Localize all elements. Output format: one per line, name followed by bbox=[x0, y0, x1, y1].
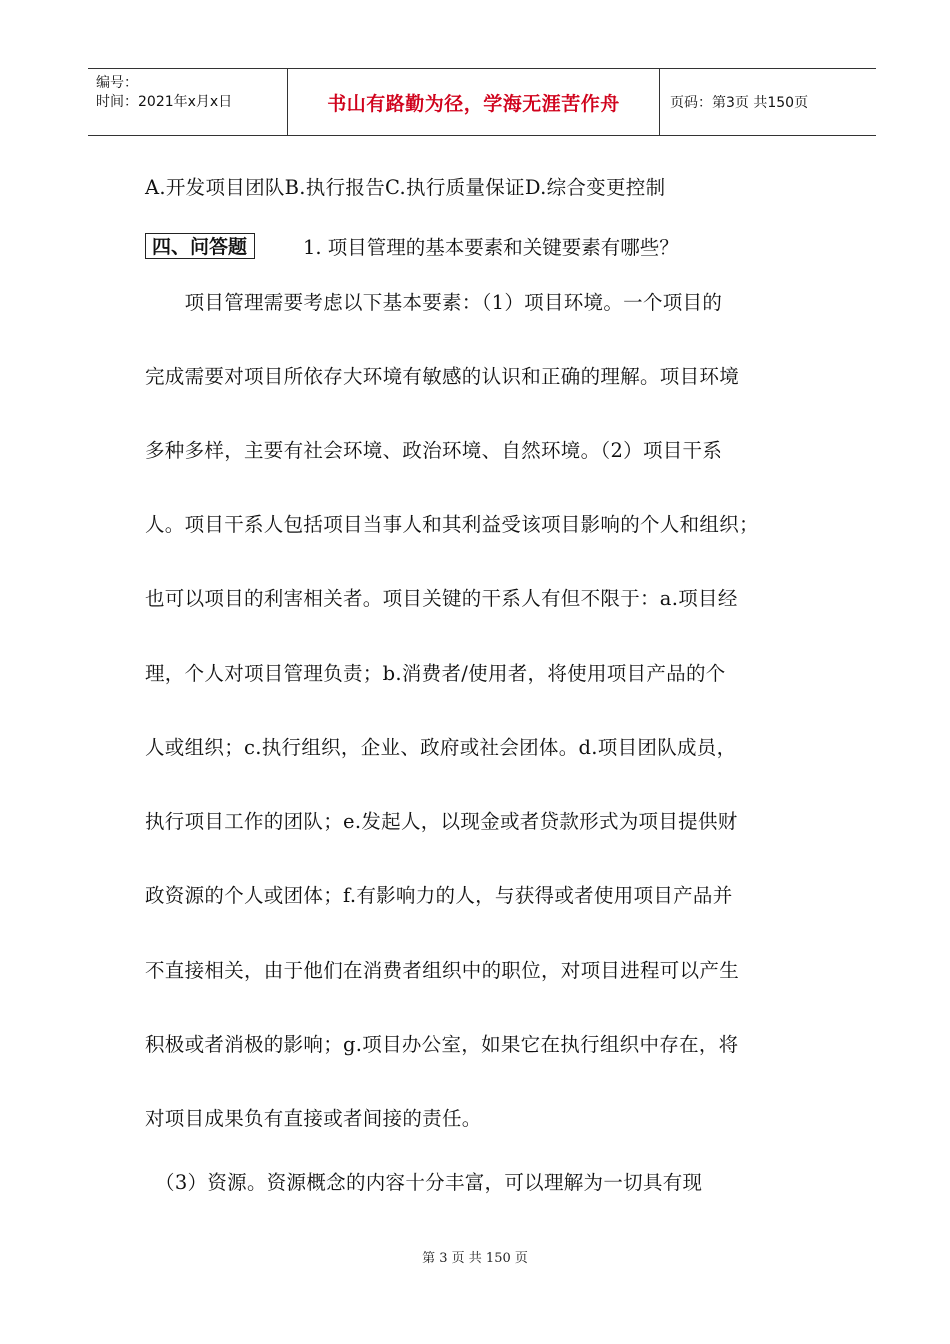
body-line: 也可以项目的利害相关者。项目关键的干系人有但不限于：a.项目经 bbox=[145, 587, 738, 610]
section-heading bbox=[145, 232, 679, 260]
section-question: 1. 项目管理的基本要素和关键要素有哪些？ bbox=[303, 236, 679, 259]
doc-time: 时间：2021年x月x日 bbox=[96, 94, 233, 110]
header-page-number: 页码：第3页 共150页 bbox=[670, 95, 809, 111]
options-line: A.开发项目团队B.执行报告C.执行质量保证D.综合变更控制 bbox=[145, 176, 666, 199]
body-line: 项目管理需要考虑以下基本要素：（1）项目环境。一个项目的 bbox=[145, 291, 723, 314]
doc-number: 编号： bbox=[96, 75, 138, 91]
body-line: 理，个人对项目管理负责；b.消费者/使用者，将使用项目产品的个 bbox=[145, 662, 726, 685]
body-line: 政资源的个人或团体；f.有影响力的人，与获得或者使用项目产品并 bbox=[145, 884, 733, 907]
header-motto-cell bbox=[288, 69, 660, 135]
body-line: 对项目成果负有直接或者间接的责任。 bbox=[145, 1107, 482, 1130]
header-meta bbox=[88, 69, 288, 135]
body-line: 完成需要对项目所依存大环境有敏感的认识和正确的理解。项目环境 bbox=[145, 365, 740, 388]
header-page-cell bbox=[660, 69, 876, 135]
body-line: （3）资源。资源概念的内容十分丰富，可以理解为一切具有现 bbox=[145, 1171, 703, 1194]
section-title: 四、问答题 bbox=[145, 233, 255, 259]
body-line: 执行项目工作的团队；e.发起人，以现金或者贷款形式为项目提供财 bbox=[145, 810, 738, 833]
body-line: 不直接相关，由于他们在消费者组织中的职位，对项目进程可以产生 bbox=[145, 959, 740, 982]
page-footer: 第 3 页 共 150 页 bbox=[422, 1251, 528, 1266]
body-line: 人或组织；c.执行组织，企业、政府或社会团体。d.项目团队成员， bbox=[145, 736, 737, 759]
page-header bbox=[88, 68, 876, 136]
header-motto: 书山有路勤为径，学海无涯苦作舟 bbox=[327, 92, 620, 115]
body-line: 多种多样，主要有社会环境、政治环境、自然环境。（2）项目干系 bbox=[145, 439, 723, 462]
body-line: 人。项目干系人包括项目当事人和其利益受该项目影响的个人和组织； bbox=[145, 513, 759, 536]
body-line: 积极或者消极的影响；g.项目办公室，如果它在执行组织中存在，将 bbox=[145, 1033, 739, 1056]
